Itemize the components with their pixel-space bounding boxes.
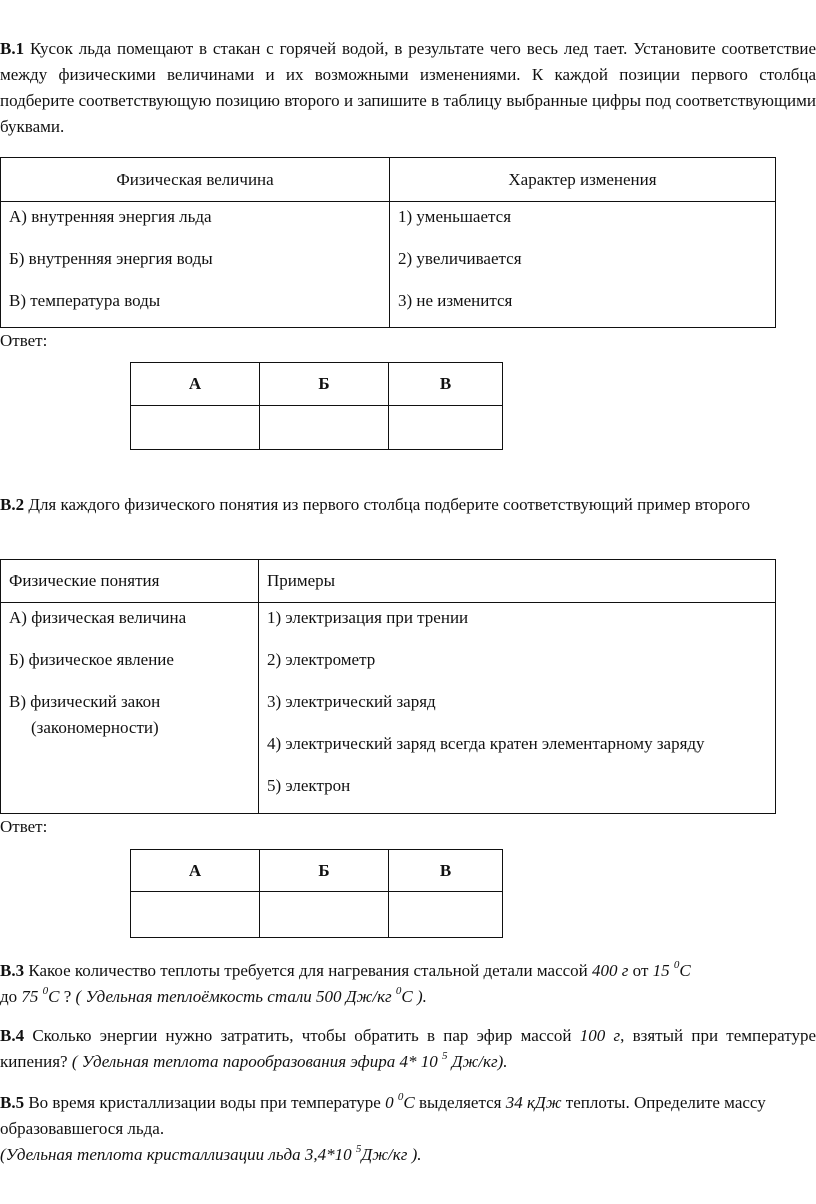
b5-text-release: выделяется (414, 1093, 506, 1112)
b2-answer-header-b: Б (260, 850, 389, 892)
b4-mass: 100 г (579, 1026, 621, 1045)
b2-item-a: А) физическая величина (9, 608, 187, 627)
b4-text-boiling: , взятый при температуре кипения? (0, 1026, 816, 1071)
task-b3-text (0, 958, 816, 1010)
task-b5-label: В.5 (0, 1093, 25, 1112)
b1-answer-cell-v[interactable] (389, 406, 503, 450)
b1-col2-header: Характер изменения (390, 158, 776, 202)
b1-item-b: Б) внутренняя энергия воды (9, 249, 213, 268)
task-b2-question: Для каждого физического понятия из первого столбца подберите соответствующий пример второго (24, 495, 751, 514)
b1-answer-header-b: Б (260, 363, 389, 406)
b5-text-determine: теплоты. Определите массу образовавшегося льда. (0, 1093, 766, 1138)
task-b5-text (0, 1090, 816, 1168)
b2-option-4: 4) электрический заряд всегда кратен элементарному заряду (267, 734, 705, 753)
task-b4-question: Сколько энергии нужно затратить, чтобы обратить в пар эфир массой (24, 1026, 580, 1045)
b1-item-a: А) внутренняя энергия льда (9, 207, 212, 226)
b3-mass: 400 г (592, 961, 629, 980)
b1-answer-header-v: В (389, 363, 503, 406)
b1-col1-header: Физическая величина (1, 158, 390, 202)
b5-temp: 0 $^0$С (385, 1091, 415, 1112)
b1-col2-cell (390, 202, 776, 328)
task-b2-text (0, 492, 816, 518)
b2-answer-cell-b[interactable] (260, 892, 389, 938)
b2-item-v-cont: (закономерности) (31, 718, 159, 737)
b3-hint: ( Удельная теплоёмкость стали 500 Дж/кг $^0$С ). (75, 985, 427, 1006)
b2-answer-header-a: А (131, 850, 260, 892)
b2-option-5: 5) электрон (267, 776, 351, 795)
b1-answer-cell-a[interactable] (131, 406, 260, 450)
b1-option-2: 2) увеличивается (398, 249, 522, 268)
task-b3-question: Какое количество теплоты требуется для нагревания стальной детали массой (24, 961, 593, 980)
b1-option-1: 1) уменьшается (398, 207, 512, 226)
b1-answer-header-a: А (131, 363, 260, 406)
task-b1-matching-table (0, 157, 776, 328)
b2-answer-cell-a[interactable] (131, 892, 260, 938)
b2-col1-header: Физические понятия (1, 560, 259, 603)
b2-col2-header: Примеры (259, 560, 776, 603)
task-b4-label: В.4 (0, 1026, 25, 1045)
b1-answer-label: Ответ: (0, 331, 48, 350)
b5-energy: 34 кДж (505, 1093, 562, 1112)
b1-item-v: В) температура воды (9, 291, 161, 310)
b2-answer-header-v: В (389, 850, 503, 892)
b2-option-3: 3) электрический заряд (267, 692, 436, 711)
b2-col2-cell (259, 603, 776, 814)
b2-item-b: Б) физическое явление (9, 650, 174, 669)
b1-col1-cell (1, 202, 390, 328)
b3-text-to: до (0, 987, 22, 1006)
task-b5-question: Во время кристаллизации воды при температуре (24, 1093, 386, 1112)
b2-item-v: В) физический закон (9, 692, 161, 711)
b2-answer-cell-v[interactable] (389, 892, 503, 938)
b1-option-3: 3) не изменится (398, 291, 513, 310)
b5-hint: (Удельная теплота кристаллизации льда 3,4*10 $^5$Дж/кг ). (0, 1143, 422, 1164)
b1-answer-table (130, 362, 503, 450)
b1-answer-cell-b[interactable] (260, 406, 389, 450)
b2-col1-cell (1, 603, 259, 814)
b2-option-1: 1) электризация при трении (267, 608, 469, 627)
b3-to-temp: 75 $^0$С (21, 985, 60, 1006)
task-b4-text (0, 1023, 816, 1075)
task-b2-matching-table (0, 559, 776, 814)
b3-from-temp: 15 $^0$С (652, 959, 691, 980)
b3-question-mark: ? (59, 987, 76, 1006)
b2-answer-label: Ответ: (0, 817, 48, 836)
b4-hint: ( Удельная теплота парообразования эфира 4* 10 $^5$ Дж/кг). (71, 1050, 508, 1071)
task-b1-label: В.1 (0, 39, 25, 58)
task-b1-question: Кусок льда помещают в стакан с горячей водой, в результате чего весь лед тает. Установите соответствие между физическими величинами и их возможными изменениями. К каждой позиции первого столбца подберите соответствующую позицию второго и запишите в таблицу выбранные цифры под соответствующими буквами. (0, 39, 816, 136)
task-b3-label: В.3 (0, 961, 25, 980)
b2-answer-table (130, 849, 503, 938)
task-b1-text (0, 36, 816, 140)
b3-text-from: от (628, 961, 653, 980)
task-b2-label: В.2 (0, 495, 25, 514)
b2-option-2: 2) электрометр (267, 650, 376, 669)
